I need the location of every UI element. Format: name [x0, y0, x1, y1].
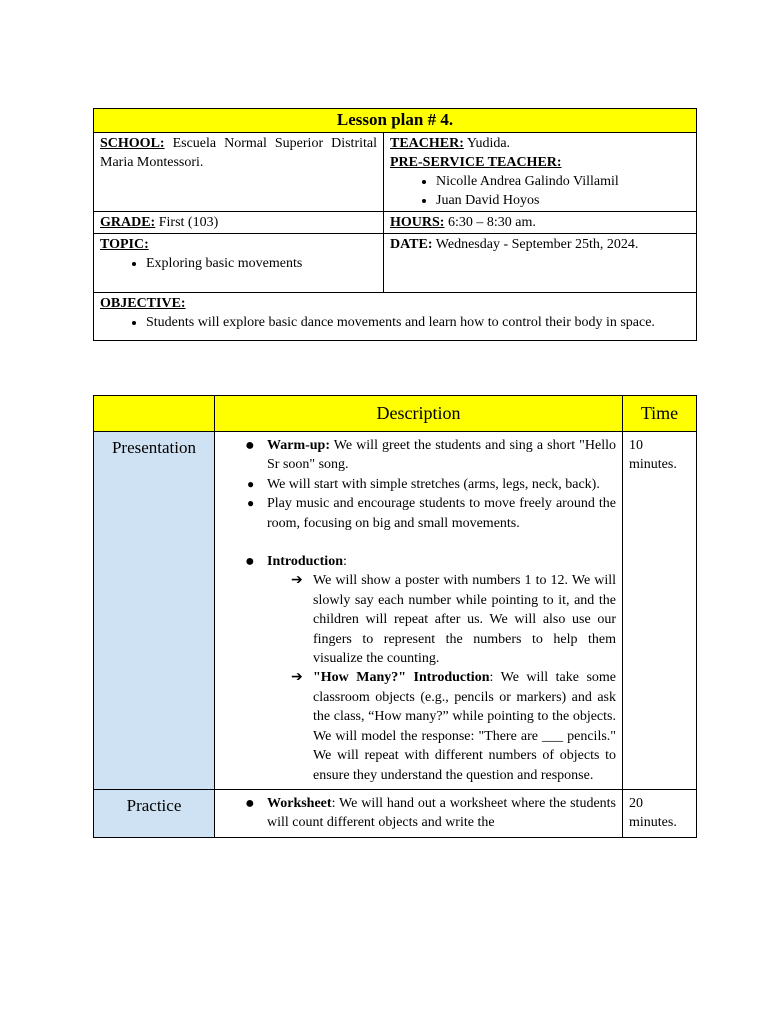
school-value: Escuela Normal Superior Distrital Maria Montessori. [100, 136, 377, 170]
bullet-text: We will start with simple stretches (arms, legs, neck, back). [267, 476, 600, 492]
description-header: Description [215, 396, 623, 432]
presentation-time: 10 minutes. [623, 432, 697, 790]
arrow-right-icon: ➔ [291, 573, 303, 589]
practice-phase: Practice [94, 789, 215, 837]
intro-label: Introduction [267, 554, 343, 570]
list-item: • Juan David Hoyos [436, 191, 690, 210]
school-label: SCHOOL: [100, 136, 165, 151]
grade-label: GRADE: [100, 215, 156, 230]
preservice-label: PRE-SERVICE TEACHER: [390, 155, 562, 170]
arrow-text: We will show a poster with numbers 1 to 12. We will slowly say each number while pointing to it, and the children will repeat after us. We will also use our fingers to represent the numbers to help them visualize the counting. [313, 573, 616, 667]
warmup-text: We will greet the students and sing a short "Hello Sr soon" song. [267, 438, 616, 473]
bullet-text: Play music and encourage students to move freely around the room, focusing on big and small movements. [267, 496, 616, 531]
date-cell [384, 234, 697, 293]
hours-value: 6:30 – 8:30 am. [444, 215, 536, 230]
bullet-icon: ● [245, 437, 255, 454]
bullet-icon: ● [247, 476, 255, 491]
hours-cell [384, 212, 697, 234]
presentation-phase: Presentation [94, 432, 215, 790]
grade-cell [94, 212, 384, 234]
arrow-text: : We will take some classroom objects (e.g., pencils or markers) and ask the class, “How many?” while pointing to the objects. We will model the response: "There are ___ pencils." We will repeat with different numbers of objects to ensure they understand the question and response. [313, 670, 617, 783]
list-item [225, 794, 616, 833]
practice-time: 20 minutes. [623, 789, 697, 837]
list-item [225, 571, 616, 668]
arrow-right-icon: ➔ [291, 670, 303, 686]
list-item [225, 552, 616, 571]
objective-cell [94, 293, 697, 341]
bullet-icon: ● [245, 553, 255, 571]
teacher-label: TEACHER: [390, 136, 464, 151]
topic-list [100, 254, 377, 273]
list-item [225, 436, 616, 475]
list-item: • Exploring basic movements [146, 254, 377, 273]
school-cell [94, 133, 384, 212]
worksheet-label: Worksheet [267, 795, 332, 811]
list-item [225, 494, 616, 533]
date-value: Wednesday - September 25th, 2024. [432, 237, 639, 252]
time-header: Time [623, 396, 697, 432]
practice-description [215, 789, 623, 837]
teacher-cell [384, 133, 697, 212]
bullet-icon: ● [247, 496, 255, 511]
hours-label: HOURS: [390, 215, 445, 230]
presentation-description [215, 432, 623, 790]
list-item: • Students will explore basic dance movements and learn how to control their body in space. [146, 313, 690, 332]
grade-value: First (103) [155, 215, 219, 230]
lesson-plan-table [93, 395, 697, 838]
objective-list [100, 313, 690, 332]
date-label: DATE: [390, 237, 433, 252]
objective-label: OBJECTIVE: [100, 296, 186, 311]
list-item: • Nicolle Andrea Galindo Villamil [436, 172, 690, 191]
warmup-label: Warm-up: [267, 438, 330, 453]
lesson-header-table [93, 108, 697, 341]
list-item [225, 668, 616, 784]
preservice-list [390, 172, 690, 210]
topic-cell [94, 234, 384, 293]
intro-colon: : [342, 554, 347, 570]
worksheet-text: : We will hand out a worksheet where the students will count different objects and write the [267, 795, 616, 831]
teacher-value: Yudida. [463, 136, 511, 151]
bullet-icon: ● [245, 794, 255, 812]
header-blank-cell [94, 396, 215, 432]
how-many-label: "How Many?" Introduction [313, 670, 490, 686]
topic-label: TOPIC: [100, 237, 149, 252]
list-item [225, 475, 616, 494]
lesson-title: Lesson plan # 4. [94, 109, 697, 133]
